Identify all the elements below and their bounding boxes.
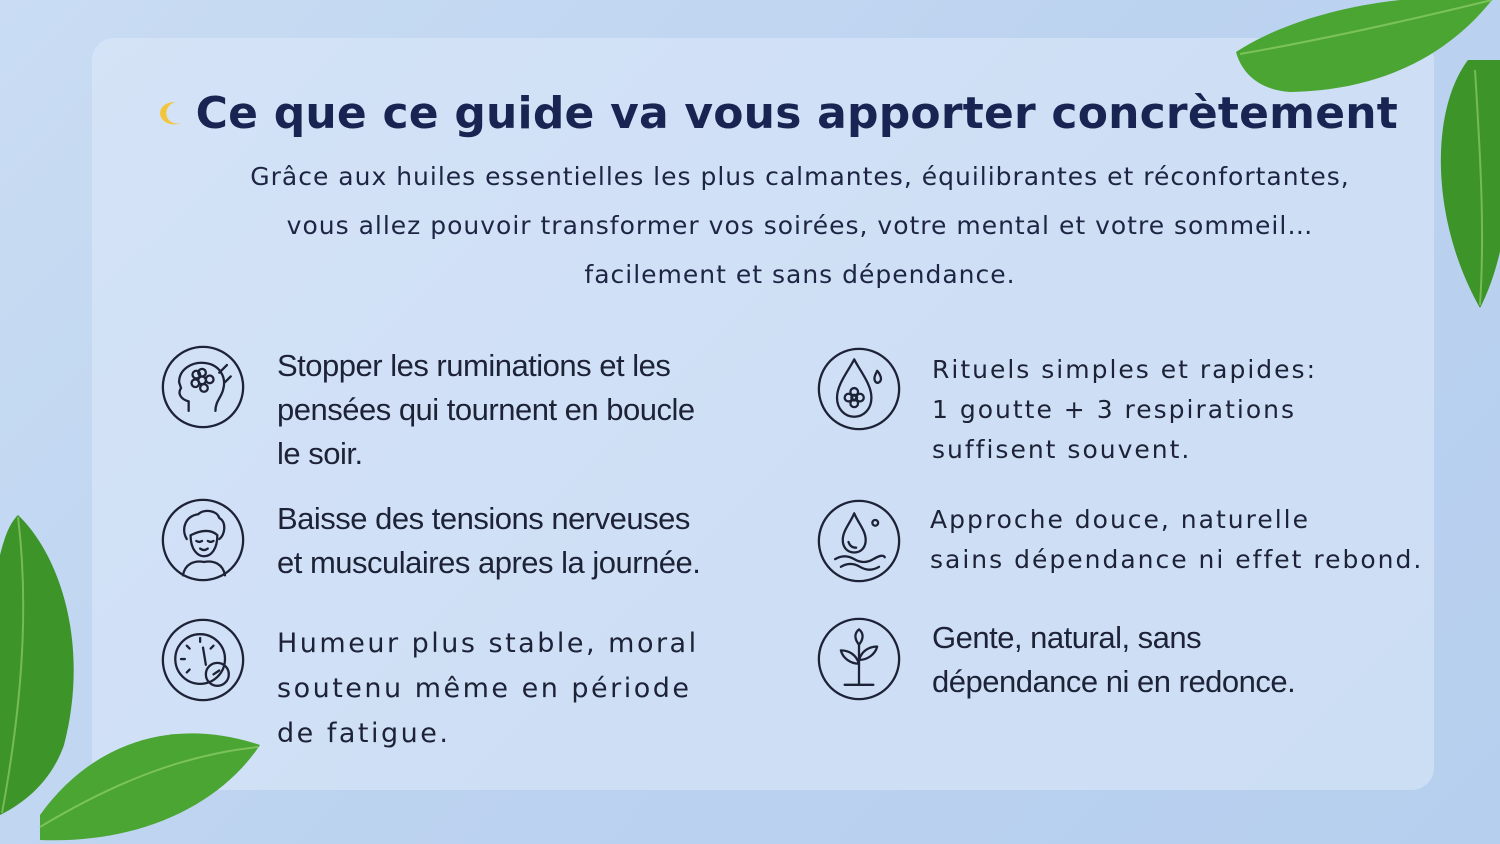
sprout-icon	[816, 616, 902, 702]
feature-text: Humeur plus stable, moral soutenu même en période de fatigue.	[277, 628, 699, 749]
relaxed-face-icon	[160, 497, 246, 583]
feature-item	[160, 497, 700, 585]
feature-text: Stopper les ruminations et les pensées qui tournent en boucle le soir.	[277, 348, 695, 471]
oil-drop-flower-icon	[816, 346, 902, 432]
feature-text: Approche douce, naturelle sains dépendance ni effet rebond.	[930, 505, 1424, 574]
crescent-moon-icon	[158, 84, 186, 142]
head-flower-icon	[160, 344, 246, 430]
intro-line: facilement et sans dépendance.	[584, 260, 1016, 289]
feature-item	[816, 346, 1317, 470]
title-row	[158, 78, 1398, 148]
intro-line: vous allez pouvoir transformer vos soirées, votre mental et votre sommeil…	[286, 211, 1314, 240]
feature-item	[816, 498, 1423, 584]
feature-text: Gente, natural, sans dépendance ni en redonce.	[932, 620, 1296, 699]
feature-item	[160, 344, 695, 476]
page-title: Ce que ce guide va vous apporter concrètement	[195, 87, 1398, 139]
drop-water-icon	[816, 498, 902, 584]
feature-item	[160, 617, 699, 756]
feature-text: Baisse des tensions nerveuses et musculaires apres la journée.	[277, 501, 701, 580]
feature-item	[816, 616, 1295, 704]
intro-paragraph	[150, 152, 1450, 299]
clock-dial-icon	[160, 617, 246, 703]
intro-line: Grâce aux huiles essentielles les plus calmantes, équilibrantes et réconfortantes,	[250, 162, 1350, 191]
feature-text: Rituels simples et rapides: 1 goutte + 3 respirations suffisent souvent.	[932, 355, 1317, 464]
